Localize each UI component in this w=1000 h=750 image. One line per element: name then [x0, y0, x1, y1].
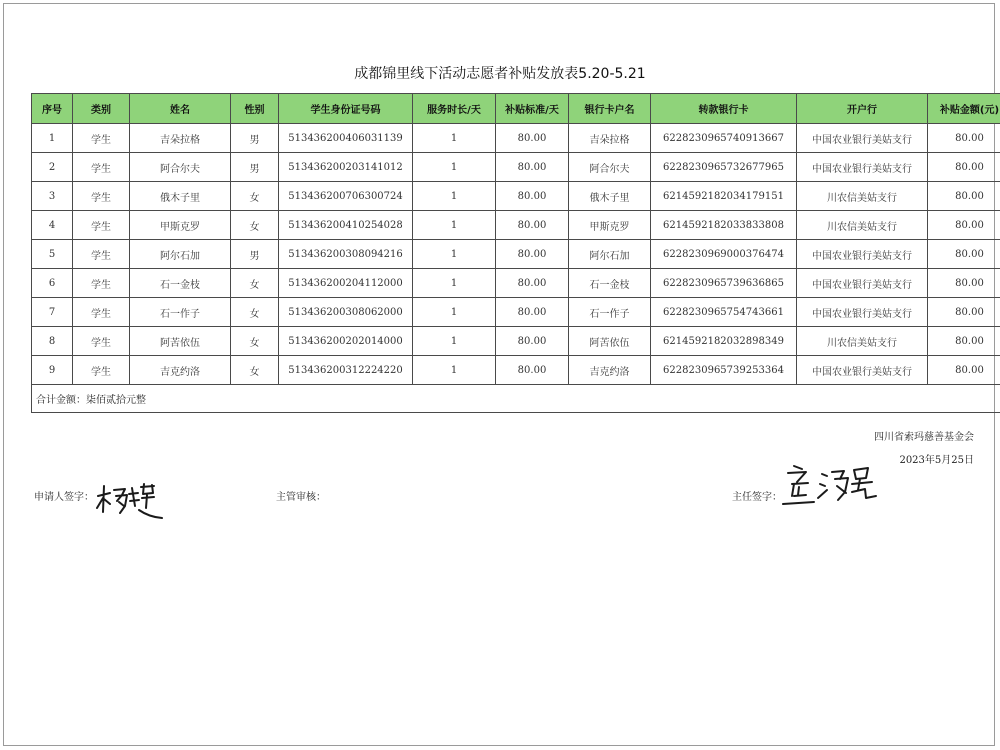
account-holder-cell: 吉朵拉格 [569, 124, 651, 153]
service-days-cell: 1 [413, 269, 496, 298]
id-number-cell: 513436200204112000 [279, 269, 413, 298]
daily-rate-cell: 80.00 [496, 327, 569, 356]
gender-cell: 女 [231, 327, 279, 356]
total-amount: 合计金额：柒佰贰拾元整 [32, 385, 1000, 413]
service-days-cell: 1 [413, 211, 496, 240]
category-cell: 学生 [73, 269, 130, 298]
subsidy-table [31, 93, 1000, 413]
id-number-cell: 513436200308094216 [279, 240, 413, 269]
student-name-cell: 阿尔石加 [130, 240, 231, 269]
header-cell: 序号 [32, 94, 73, 124]
header-cell: 补贴金额(元) [928, 94, 1000, 124]
subsidy-amount-cell: 80.00 [928, 298, 1000, 327]
header-cell: 转款银行卡 [651, 94, 797, 124]
service-days-cell: 1 [413, 182, 496, 211]
category-cell: 学生 [73, 153, 130, 182]
row-number-cell: 3 [32, 182, 73, 211]
director-signature-label: 主任签字： [732, 492, 782, 503]
account-holder-cell: 阿合尔夫 [569, 153, 651, 182]
bank-card-number-cell: 6214592182034179151 [651, 182, 797, 211]
account-holder-cell: 俄木子里 [569, 182, 651, 211]
bank-branch-cell: 川农信美姑支行 [797, 211, 928, 240]
bank-card-number-cell: 6228230965740913667 [651, 124, 797, 153]
student-name-cell: 甲斯克罗 [130, 211, 231, 240]
gender-cell: 女 [231, 356, 279, 385]
category-cell: 学生 [73, 211, 130, 240]
subsidy-amount-cell: 80.00 [928, 269, 1000, 298]
category-cell: 学生 [73, 356, 130, 385]
row-number-cell: 9 [32, 356, 73, 385]
student-name-cell: 俄木子里 [130, 182, 231, 211]
subsidy-amount-cell: 80.00 [928, 153, 1000, 182]
bank-branch-cell: 中国农业银行美姑支行 [797, 240, 928, 269]
bank-branch-cell: 川农信美姑支行 [797, 327, 928, 356]
student-name-cell: 吉朵拉格 [130, 124, 231, 153]
table-row [32, 153, 1000, 182]
subsidy-amount-cell: 80.00 [928, 211, 1000, 240]
bank-card-number-cell: 6228230965739253364 [651, 356, 797, 385]
id-number-cell: 513436200203141012 [279, 153, 413, 182]
id-number-cell: 513436200406031139 [279, 124, 413, 153]
row-number-cell: 7 [32, 298, 73, 327]
table-row [32, 356, 1000, 385]
id-number-cell: 513436200410254028 [279, 211, 413, 240]
bank-card-number-cell: 6228230965754743661 [651, 298, 797, 327]
student-name-cell: 石一作子 [130, 298, 231, 327]
table-header-row [32, 94, 1000, 124]
daily-rate-cell: 80.00 [496, 356, 569, 385]
id-number-cell: 513436200312224220 [279, 356, 413, 385]
table-row [32, 240, 1000, 269]
bank-card-number-cell: 6228230965732677965 [651, 153, 797, 182]
director-handwritten-signature [780, 462, 880, 516]
gender-cell: 女 [231, 269, 279, 298]
supervisor-review-label: 主管审核： [276, 492, 326, 503]
gender-cell: 女 [231, 298, 279, 327]
id-number-cell: 513436200202014000 [279, 327, 413, 356]
table-row [32, 182, 1000, 211]
bank-branch-cell: 中国农业银行美姑支行 [797, 356, 928, 385]
daily-rate-cell: 80.00 [496, 124, 569, 153]
bank-branch-cell: 中国农业银行美姑支行 [797, 269, 928, 298]
account-holder-cell: 吉克约洛 [569, 356, 651, 385]
daily-rate-cell: 80.00 [496, 298, 569, 327]
applicant-handwritten-signature [94, 482, 166, 522]
service-days-cell: 1 [413, 298, 496, 327]
id-number-cell: 513436200706300724 [279, 182, 413, 211]
subsidy-amount-cell: 80.00 [928, 356, 1000, 385]
gender-cell: 女 [231, 182, 279, 211]
table-row [32, 298, 1000, 327]
header-cell: 类别 [73, 94, 130, 124]
category-cell: 学生 [73, 124, 130, 153]
row-number-cell: 6 [32, 269, 73, 298]
service-days-cell: 1 [413, 153, 496, 182]
service-days-cell: 1 [413, 327, 496, 356]
document-date: 2023年5月25日 [899, 455, 974, 466]
bank-branch-cell: 中国农业银行美姑支行 [797, 124, 928, 153]
header-cell: 姓名 [130, 94, 231, 124]
daily-rate-cell: 80.00 [496, 182, 569, 211]
applicant-signature-label: 申请人签字： [34, 492, 94, 503]
gender-cell: 女 [231, 211, 279, 240]
daily-rate-cell: 80.00 [496, 211, 569, 240]
bank-branch-cell: 中国农业银行美姑支行 [797, 298, 928, 327]
total-row [32, 385, 1000, 413]
gender-cell: 男 [231, 240, 279, 269]
gender-cell: 男 [231, 153, 279, 182]
subsidy-amount-cell: 80.00 [928, 240, 1000, 269]
table-row [32, 124, 1000, 153]
student-name-cell: 阿合尔夫 [130, 153, 231, 182]
row-number-cell: 4 [32, 211, 73, 240]
page-title: 成都锦里线下活动志愿者补贴发放表5.20-5.21 [354, 66, 646, 82]
student-name-cell: 阿苦依伍 [130, 327, 231, 356]
category-cell: 学生 [73, 182, 130, 211]
account-holder-cell: 石一金枝 [569, 269, 651, 298]
row-number-cell: 2 [32, 153, 73, 182]
header-cell: 性别 [231, 94, 279, 124]
header-cell: 服务时长/天 [413, 94, 496, 124]
table-row [32, 327, 1000, 356]
subsidy-amount-cell: 80.00 [928, 327, 1000, 356]
header-cell: 开户行 [797, 94, 928, 124]
service-days-cell: 1 [413, 356, 496, 385]
row-number-cell: 1 [32, 124, 73, 153]
organization-name: 四川省索玛慈善基金会 [874, 432, 974, 443]
bank-branch-cell: 川农信美姑支行 [797, 182, 928, 211]
service-days-cell: 1 [413, 240, 496, 269]
subsidy-amount-cell: 80.00 [928, 182, 1000, 211]
student-name-cell: 石一金枝 [130, 269, 231, 298]
table-row [32, 211, 1000, 240]
daily-rate-cell: 80.00 [496, 240, 569, 269]
bank-card-number-cell: 6228230969000376474 [651, 240, 797, 269]
header-cell: 学生身份证号码 [279, 94, 413, 124]
gender-cell: 男 [231, 124, 279, 153]
category-cell: 学生 [73, 240, 130, 269]
account-holder-cell: 石一作子 [569, 298, 651, 327]
table-row [32, 269, 1000, 298]
account-holder-cell: 阿尔石加 [569, 240, 651, 269]
header-cell: 补贴标准/天 [496, 94, 569, 124]
bank-branch-cell: 中国农业银行美姑支行 [797, 153, 928, 182]
category-cell: 学生 [73, 327, 130, 356]
service-days-cell: 1 [413, 124, 496, 153]
daily-rate-cell: 80.00 [496, 269, 569, 298]
bank-card-number-cell: 6228230965739636865 [651, 269, 797, 298]
row-number-cell: 8 [32, 327, 73, 356]
bank-card-number-cell: 6214592182033833808 [651, 211, 797, 240]
daily-rate-cell: 80.00 [496, 153, 569, 182]
category-cell: 学生 [73, 298, 130, 327]
account-holder-cell: 甲斯克罗 [569, 211, 651, 240]
header-cell: 银行卡户名 [569, 94, 651, 124]
bank-card-number-cell: 6214592182032898349 [651, 327, 797, 356]
id-number-cell: 513436200308062000 [279, 298, 413, 327]
subsidy-amount-cell: 80.00 [928, 124, 1000, 153]
student-name-cell: 吉克约洛 [130, 356, 231, 385]
account-holder-cell: 阿苦依伍 [569, 327, 651, 356]
row-number-cell: 5 [32, 240, 73, 269]
